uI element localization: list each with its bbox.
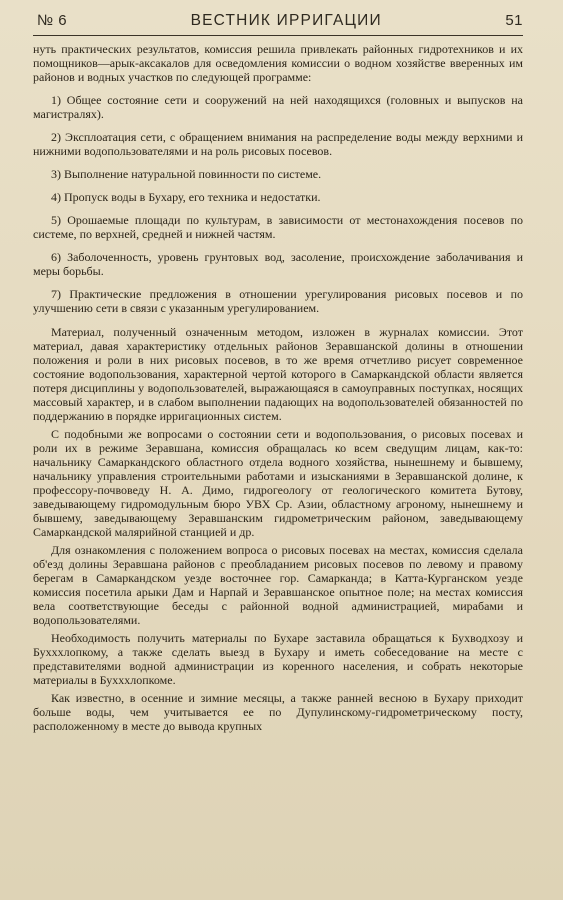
program-item: 1) Общее состояние сети и сооружений на ней находящихся (головных и выпусков на магистралях). (33, 93, 523, 121)
page-body (33, 42, 523, 733)
body-paragraph: Необходимость получить материалы по Бухаре заставила обращаться к Бухводхозу и Бухххлопкому, а также сделать выезд в Бухару и иметь собеседование на месте с представителями водной администрации из коренного населения, и собрать некоторые материалы в Бухххлопкоме. (33, 631, 523, 687)
body-paragraph: Как известно, в осенние и зимние месяцы, а также ранней весною в Бухару приходит больше воды, чем учитывается ее по Дупулинскому-гидрометрическому посту, расположенному в месте до вывода крупных (33, 691, 523, 733)
body-paragraph: С подобными же вопросами о состоянии сети и водопользования, о рисовых посевах и роли их в режиме Зеравшана, комиссия обращалась ко всем сведущим лицам, как-то: начальнику Самаркандского областного отдела водного хозяйства, нынешнему и бывшему, начальнику управления строительными работами и изысканиями в Зеравшанской долине, к профессору-почвоведу Н. А. Димо, гидрогеологу от геологического комитета Бутову, заведывающему гидромодульным бюро УВХ Ср. Азии, областному агроному, нынешнему и бывшему, заведывающему Зеравшанским гидрометрическим районом, заведывающему Самаркандской малярийной станцией и др. (33, 427, 523, 539)
body-paragraph: Для ознакомления с положением вопроса о рисовых посевах на местах, комиссия сделала об'езд долины Зеравшана районов с преобладанием рисовых посевов по левому и правому берегам в Самаркандском уезде восточнее гор. Самарканда; в Катта-Курганском уезде комиссия посетила арыки Дам и Нарпай и Зеравшанское опытное поле; на местах комиссия вела соответствующие беседы с районной водной администрацией, мирабами и водопользователями. (33, 543, 523, 627)
page-header (33, 12, 523, 36)
body-paragraph: Материал, полученный означенным методом, изложен в журналах комиссии. Этот материал, давая характеристику отдельных районов Зеравшанской долины в отношении положения и роли в них рисовых посевов, в то же время отчетливо рисует современное состояние водопользования, характерной чертой которого в Самаркандской области является потеря дисциплины у водопользователей, выражающаяся в самоуправных поступках, носящих массовый характер, и в слабом выполнении падающих на водопользователей обязанностей по поддержанию в порядке ирригационных систем. (33, 325, 523, 423)
journal-title: ВЕСТНИК ИРРИГАЦИИ (190, 12, 382, 29)
page-number: 51 (505, 12, 523, 29)
intro-paragraph: нуть практических результатов, комиссия решила привлекать районных гидротехников и их помощников—арык-аксакалов для осведомления комиссии о водном хозяйстве вверенных им районов и водных участков по следующей программе: (33, 42, 523, 84)
program-item: 5) Орошаемые площади по культурам, в зависимости от местонахождения посевов по системе, по верхней, средней и нижней частям. (33, 213, 523, 241)
program-item: 3) Выполнение натуральной повинности по системе. (51, 167, 322, 181)
program-item: 7) Практические предложения в отношении урегулирования рисовых посевов и по улучшению сети в связи с указанным урегулированием. (33, 287, 523, 315)
issue-number: № 6 (37, 12, 68, 29)
program-item: 6) Заболоченность, уровень грунтовых вод, засоление, происхождение заболачивания и меры борьбы. (33, 250, 523, 278)
program-item: 4) Пропуск воды в Бухару, его техника и недостатки. (51, 190, 321, 204)
program-item: 2) Эксплоатация сети, с обращением внимания на распределение воды между верхними и нижними водопользователями и на роль рисовых посевов. (33, 130, 523, 158)
